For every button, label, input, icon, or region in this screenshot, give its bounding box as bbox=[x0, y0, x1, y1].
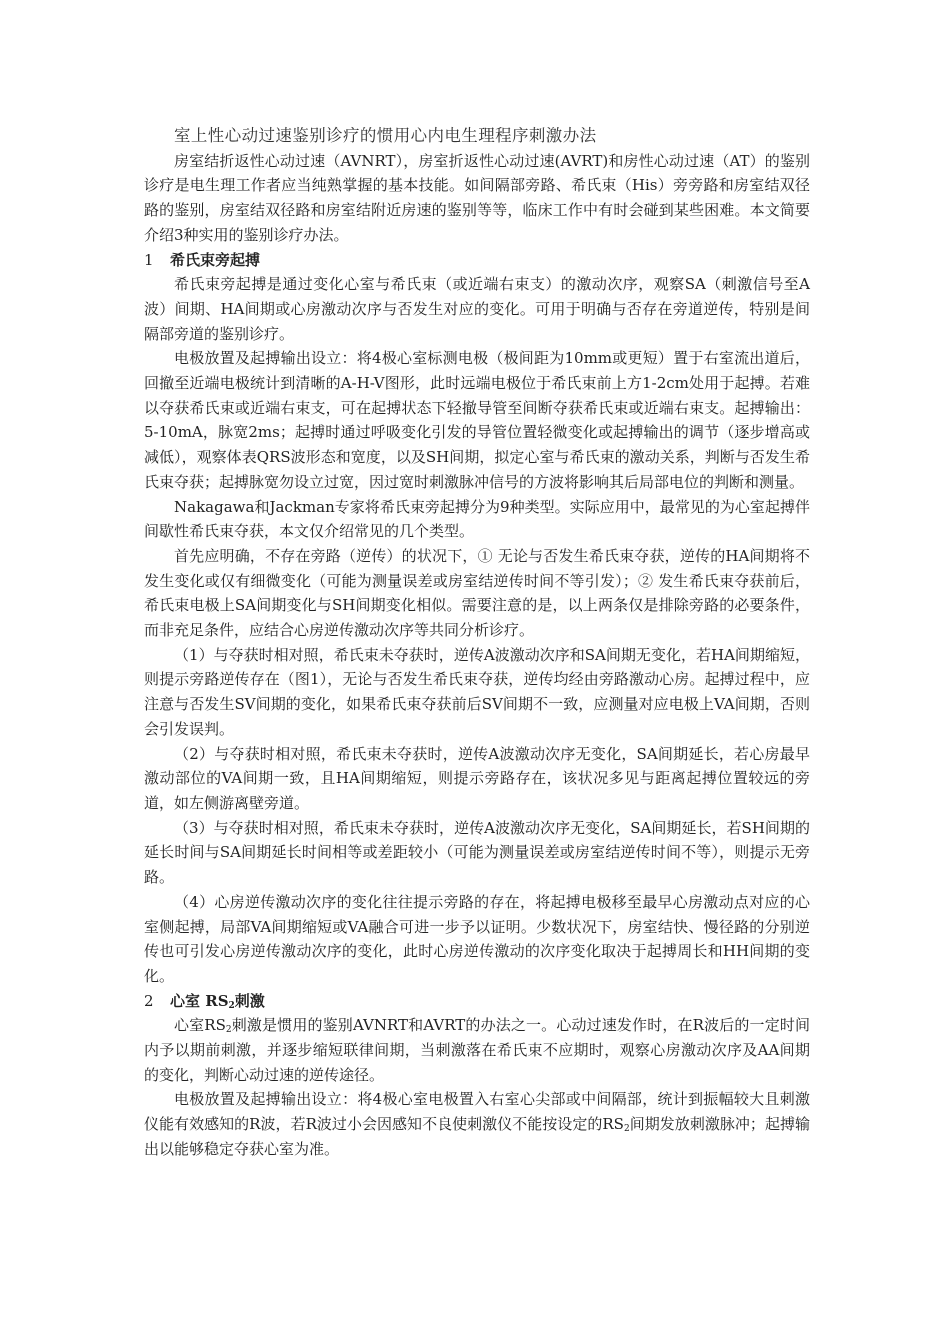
section-1-paragraph-5: （1）与夺获时相对照，希氏束未夺获时，逆传A波激动次序和SA间期无变化，若HA间期缩短，则提示旁路逆传存在（图1），无论与否发生希氏束夺获，逆传均经由旁路激动心房。起搏过程中，应注意与否发生SV间期的变化，如果希氏束夺获前后SV间期不一致，应测量对应电极上VA间期，否则会引发误判。 bbox=[144, 645, 810, 738]
section-1-title: 希氏束旁起搏 bbox=[170, 250, 261, 269]
section-2-p2-subscript: 2 bbox=[623, 1124, 630, 1135]
section-1-paragraph-7: （3）与夺获时相对照，希氏束未夺获时，逆传A波激动次序无变化，SA间期延长，若SH间期的延长时间与SA间期延长时间相等或差距较小（可能为测量误差或房室结逆传时间不等），则提示无旁路。 bbox=[144, 818, 810, 887]
section-1-number: 1 bbox=[144, 250, 154, 269]
section-1-paragraph-3: Nakagawa和Jackman专家将希氏束旁起搏分为9种类型。实际应用中，最常见的为心室起搏伴间歇性希氏束夺获，本文仅介绍常见的几个类型。 bbox=[144, 497, 810, 541]
section-2-p1-prefix: 心室RS bbox=[174, 1016, 226, 1035]
intro-paragraph: 房室结折返性心动过速（AVNRT），房室折返性心动过速(AVRT)和房性心动过速（AT）的鉴别诊疗是电生理工作者应当纯熟掌握的基本技能。如间隔部旁路、希氏束（His）旁旁路和房室结双径路的鉴别，房室结双径路和房室结附近房速的鉴别等等，临床工作中有时会碰到某些困难。本文简要介绍3种实用的鉴别诊疗办法。 bbox=[144, 151, 810, 244]
section-2-number: 2 bbox=[144, 991, 154, 1010]
document-page bbox=[144, 124, 810, 1162]
section-1-heading bbox=[144, 248, 810, 273]
section-1-paragraph-2: 电极放置及起搏输出设立：将4极心室标测电极（极间距为10mm或更短）置于右室流出道后，回撤至近端电极统计到清晰的A-H-V图形，此时远端电极位于希氏束前上方1-2cm处用于起搏。若难以夺获希氏束或近端右束支，可在起搏状态下轻撤导管至间断夺获希氏束或近端右束支。起搏输出：5-10mA，脉宽2ms；起搏时通过呼吸变化引发的导管位置轻微变化或起搏输出的调节（逐步增高或减低），观察体表QRS波形态和宽度，以及SH间期，拟定心室与希氏束的激动关系，判断与否发生希氏束夺获；起搏脉宽勿设立过宽，因过宽时刺激脉冲信号的方波将影响其后局部电位的判断和测量。 bbox=[144, 349, 810, 491]
section-1-paragraph-8: （4）心房逆传激动次序的变化往往提示旁路的存在，将起搏电极移至最早心房激动点对应的心室侧起搏，局部VA间期缩短或VA融合可进一步予以证明。少数状况下，房室结快、慢径路的分别逆传也可引发心房逆传激动次序的变化，此时心房逆传激动的次序变化取决于起搏周长和HH间期的变化。 bbox=[144, 892, 810, 985]
section-2-heading bbox=[144, 989, 810, 1014]
section-1-paragraph-4: 首先应明确，不存在旁路（逆传）的状况下，① 无论与否发生希氏束夺获，逆传的HA间期将不发生变化或仅有细微变化（可能为测量误差或房室结逆传时间不等引发）；② 发生希氏束夺获前后，希氏束电极上SA间期变化与SH间期变化相似。需要注意的是，以上两条仅是排除旁路的必要条件，而非充足条件，应结合心房逆传激动次序等共同分析诊疗。 bbox=[144, 546, 810, 640]
section-2-p1-suffix: 刺激是惯用的鉴别AVNRT和AVRT的办法之一。心动过速发作时，在R波后的一定时间内予以期前刺激，并逐步缩短联律间期，当刺激落在希氏束不应期时，观察心房激动次序及AA间期的变化，判断心动过速的逆传途径。 bbox=[144, 1016, 810, 1084]
section-2-p1-subscript: 2 bbox=[225, 1025, 232, 1036]
section-2-p2-prefix: 电极放置及起搏输出设立：将4极心室电极置入右室心尖部或中间隔部，统计到振幅较大且刺激仪能有效感知的R波，若R波过小会因感知不良使刺激仪不能按设定的RS bbox=[144, 1090, 810, 1134]
section-2-paragraph-2 bbox=[144, 1087, 810, 1161]
section-2-title-prefix: 心室 RS bbox=[170, 991, 229, 1010]
section-2-paragraph-1 bbox=[144, 1013, 810, 1087]
section-2-title-subscript: 2 bbox=[228, 1000, 235, 1011]
section-1-paragraph-6: （2）与夺获时相对照，希氏束未夺获时，逆传A波激动次序无变化，SA间期延长，若心房最早激动部位的VA间期一致，且HA间期缩短，则提示旁路存在，该状况多见与距离起搏位置较远的旁道，如左侧游离壁旁道。 bbox=[144, 744, 810, 812]
section-1-paragraph-1: 希氏束旁起搏是通过变化心室与希氏束（或近端右束支）的激动次序，观察SA（刺激信号至A波）间期、HA间期或心房激动次序与否发生对应的变化。可用于明确与否存在旁道逆传，特别是间隔部旁道的鉴别诊疗。 bbox=[144, 275, 810, 343]
section-2-p2-suffix: 间期发放刺激脉冲；起搏输出以能够稳定夺获心室为准。 bbox=[144, 1115, 810, 1158]
section-2-title-suffix: 刺激 bbox=[234, 991, 265, 1010]
document-title: 室上性心动过速鉴别诊疗的惯用心内电生理程序刺激办法 bbox=[174, 126, 597, 145]
